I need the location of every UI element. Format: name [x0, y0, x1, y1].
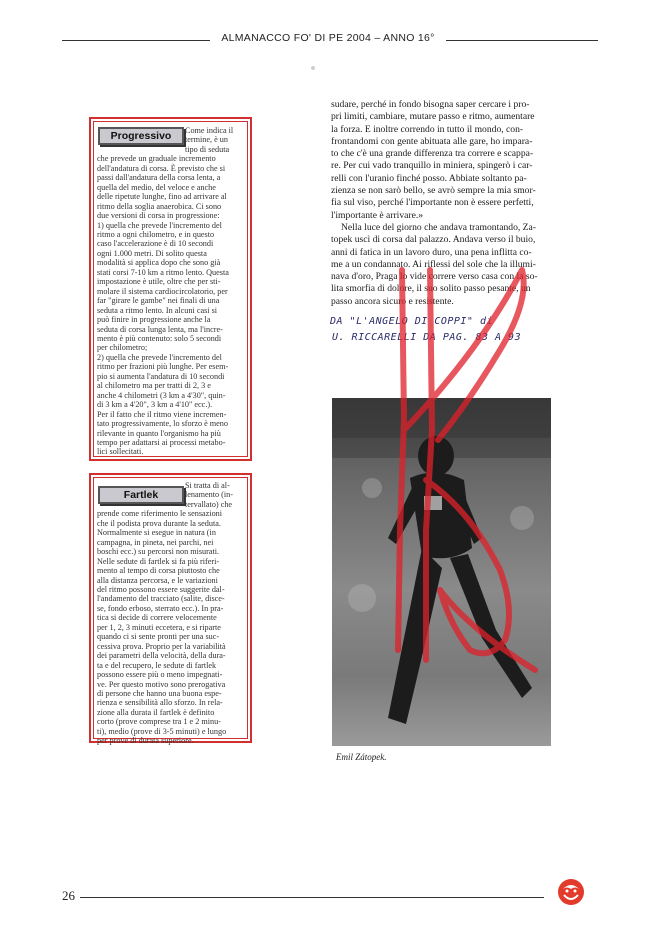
progressivo-line: modalità si applica dopo che sono già	[97, 258, 221, 268]
fartlek-line: possono essere più o meno impegnati-	[97, 670, 223, 680]
progressivo-line: lici sollecitati.	[97, 447, 144, 457]
progressivo-line: ritmo per frazioni più lunghe. Per esem-	[97, 362, 229, 372]
fartlek-line: campagna, in pineta, nei parchi, nei	[97, 537, 214, 547]
fartlek-line: mento al tempo di corsa piuttosto che	[97, 566, 220, 576]
page-number: 26	[62, 888, 75, 903]
story-line: la forza. E inoltre correndo in tutto il mondo, con-	[331, 123, 524, 135]
handwritten-line-2: U. RICCARELLI DA PAG. 83 A 93	[332, 332, 522, 343]
scan-speck	[311, 66, 315, 70]
fartlek-line: lenamento (in-	[185, 490, 233, 500]
story-line: to che c'è una grande differenza tra correre e scappa-	[331, 148, 534, 160]
progressivo-line: che prevede un graduale incremento	[97, 154, 216, 164]
progressivo-line: ogni 1.000 metri. Di solito questa	[97, 248, 207, 258]
progressivo-line: Per il fatto che il ritmo viene incremen-	[97, 409, 227, 419]
fartlek-line: quando ci si sente pronti per una suc-	[97, 632, 220, 642]
story-line: frontandomi con gente abituata alle gare, ho impara-	[331, 135, 533, 147]
progressivo-line: seduta a ritmo lento. In alcuni casi si	[97, 305, 218, 315]
progressivo-line: può finire in progressione anche la	[97, 315, 211, 325]
progressivo-line: per chilometro;	[97, 343, 148, 353]
progressivo-line: quella del medio, del veloce e anche	[97, 182, 216, 192]
story-line: relli con l'uranio finché posso. Abbiate soltanto pa-	[331, 172, 527, 184]
progressivo-line: caso l'accelerazione è di 10 secondi	[97, 239, 214, 249]
fartlek-line: cessiva prova. Proprio per la variabilità	[97, 641, 226, 651]
progressivo-line: tipo di seduta	[185, 144, 230, 154]
fartlek-line: Nelle sedute di fartlek si fa più riferi-	[97, 556, 220, 566]
progressivo-line: tempo per adattarsi ai processi metabo-	[97, 437, 226, 447]
header-title: ALMANACCO FO' DI PE 2004 – ANNO 16°	[221, 32, 435, 44]
progressivo-line: impostazione è utile, oltre che per sti-	[97, 277, 221, 287]
progressivo-line: delle ripetute lunghe, fino ad arrivare al	[97, 192, 227, 202]
fartlek-line: se, fondo erboso, sterrato ecc.). In pra-	[97, 603, 224, 613]
fartlek-line: prende come riferimento le sensazioni	[97, 509, 223, 519]
fartlek-line: per 1, 2, 3 minuti eccetera, e si riparte	[97, 622, 221, 632]
fartlek-line: corto (prove comprese tra 1 e 2 minu-	[97, 717, 221, 727]
header-rule-right	[446, 40, 598, 41]
progressivo-line: pio si aumenta l'andatura di 10 secondi	[97, 371, 225, 381]
progressivo-line: 2) quella che prevede l'incremento del	[97, 352, 222, 362]
fartlek-line: ve. Per questo motivo sono prerogativa	[97, 679, 226, 689]
progressivo-line: termine, è un	[185, 135, 228, 145]
fartlek-line: tica si decide di correre velocemente	[97, 613, 217, 623]
story-line: lita smorfia di dolore, il suo solito passo pesante, un	[331, 283, 531, 295]
progressivo-label: Progressivo	[98, 127, 184, 145]
story-line: Nella luce del giorno che andava tramontando, Za-	[341, 221, 536, 233]
story-line: passo ancora sicuro e resistente.	[331, 295, 454, 307]
progressivo-line: al chilometro ma per tratti di 2, 3 e	[97, 381, 211, 391]
story-line: zienza se non sarò bello, se avrò sempre la mia smor-	[331, 185, 536, 197]
fartlek-line: di persone che hanno una buona espe-	[97, 688, 222, 698]
brand-logo-icon	[556, 877, 586, 907]
progressivo-line: due versioni di corsa in progressione:	[97, 211, 220, 221]
fartlek-line: ti), medio (prove di 3-5 minuti) e lungo	[97, 726, 227, 736]
progressivo-line: passi dall'andatura della corsa lenta, a	[97, 173, 221, 183]
fartlek-line: rienza e sensibilità allo sforzo. In rela-	[97, 698, 223, 708]
progressivo-line: molare il sistema cardiocircolatorio, per	[97, 286, 228, 296]
progressivo-text	[97, 126, 247, 457]
progressivo-line: far "girare le gambe" nei finali di una	[97, 296, 220, 306]
footer-rule	[80, 897, 544, 898]
handwritten-line-1: DA "L'ANGELO DI COPPI" di	[330, 316, 494, 327]
story-line: pri limiti, cambiare, mutare passo e ritmo, aumentare	[331, 111, 535, 123]
fartlek-line: zione alla durata il fartlek è definito	[97, 707, 215, 717]
fartlek-line: per prove di durata superiore.	[97, 736, 194, 746]
fartlek-line: dei parametri della velocità, della dura-	[97, 651, 226, 661]
story-line: anni di fatica in un lavoro duro, una pena inflitta co-	[331, 246, 532, 258]
fartlek-line: Si tratta di al-	[185, 481, 230, 490]
progressivo-line: mento è più contenuto: solo 5 secondi	[97, 333, 222, 343]
fartlek-line: boschi ecc.) su percorsi non misurati.	[97, 547, 220, 557]
progressivo-line: anche 4 chilometri (3 km a 4'30", quin-	[97, 390, 226, 400]
story-line: sudare, perché in fondo bisogna saper cercare i pro-	[331, 99, 530, 110]
progressivo-line: Come indica il	[185, 126, 234, 135]
story-line: re. Per cui vado tranquillo in miniera, spingerò i car-	[331, 160, 533, 172]
photo-caption: Emil Zátopek.	[336, 752, 387, 762]
red-pen-annotation	[330, 230, 560, 700]
fartlek-line: alla distanza percorsa, e le variazioni	[97, 575, 218, 585]
story-line: fia sul viso, perché l'importante non è essere perfetti,	[331, 197, 534, 209]
header-rule-left	[62, 40, 210, 41]
fartlek-line: che il podista prova durante la seduta.	[97, 518, 221, 528]
fartlek-line: Normalmente si esegue in natura (in	[97, 528, 216, 538]
fartlek-label: Fartlek	[98, 486, 184, 504]
progressivo-line: ritmo della soglia anaerobica. Ci sono	[97, 201, 222, 211]
fartlek-line: l'andamento del tracciato (salite, disce-	[97, 594, 225, 604]
progressivo-line: stati corsi 7-10 km a ritmo lento. Questa	[97, 267, 229, 277]
fartlek-line: del ritmo possono essere suggerite dal-	[97, 584, 225, 594]
progressivo-line: ritmo a ogni chilometro, e in questo	[97, 229, 215, 239]
fartlek-line: ta e del recupero, le sedute di fartlek	[97, 660, 217, 670]
story-line: nava d'oro, Praga lo vide correre verso casa con la so-	[331, 271, 538, 283]
story-line: topek uscì di corsa dal palazzo. Andava verso il buio,	[331, 234, 536, 246]
progressivo-line: seduta di corsa lunga lenta, ma l'incre-	[97, 324, 223, 334]
progressivo-line: dell'andatura di corsa. È previsto che si	[97, 163, 226, 173]
progressivo-line: di 3 km a 4'20", 3 km a 4'10" ecc.).	[97, 400, 213, 410]
progressivo-line: tato progressivamente, lo sforzo è meno	[97, 419, 228, 429]
fartlek-line: tervallato) che	[185, 499, 233, 509]
progressivo-line: 1) quella che prevede l'incremento del	[97, 220, 222, 230]
progressivo-line: rilevante in quanto l'organismo ha più	[97, 428, 221, 438]
story-line: l'importante è arrivare.»	[331, 209, 424, 221]
story-line: me a un condannato. Ai riflessi del sole che la illumi-	[331, 258, 536, 270]
fartlek-text	[97, 481, 247, 746]
